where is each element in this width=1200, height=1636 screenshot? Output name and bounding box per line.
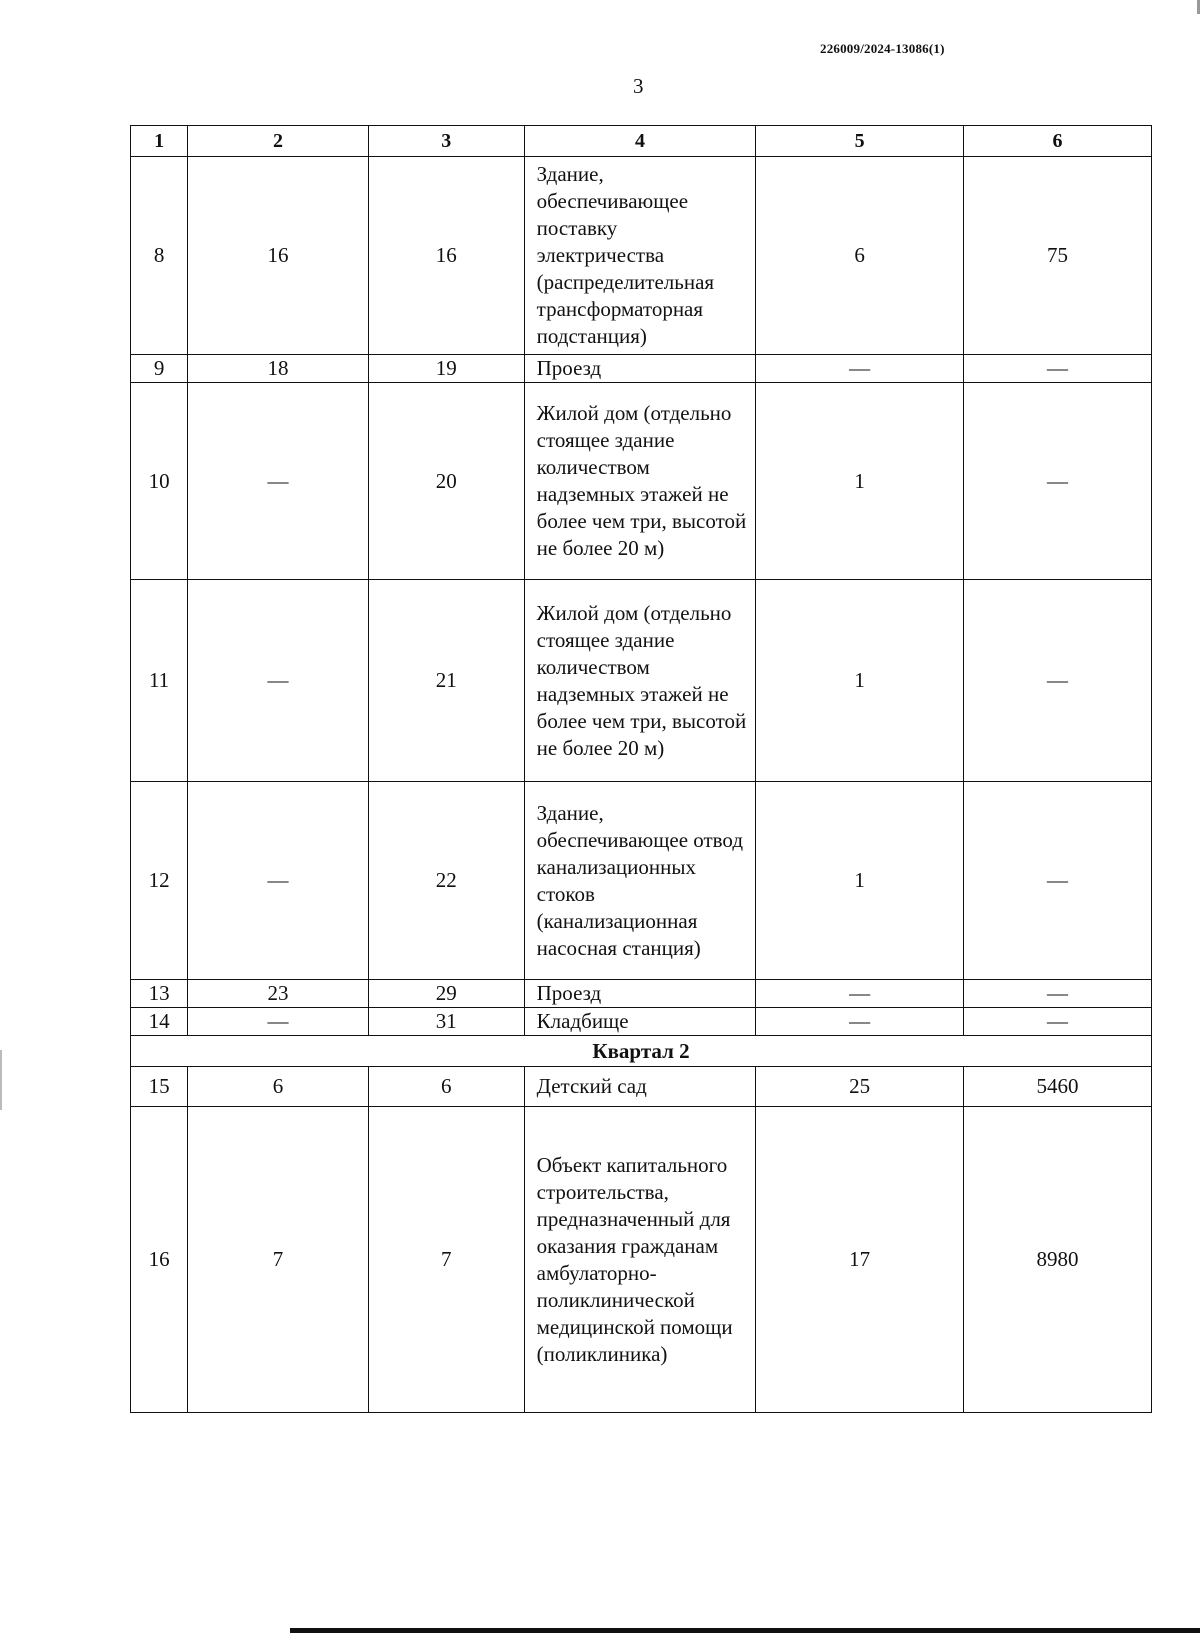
cell-object-name: Проезд	[524, 355, 756, 383]
column-header: 6	[963, 126, 1151, 157]
cell-number: 8	[131, 157, 188, 355]
cell-number: 12	[131, 782, 188, 980]
cell-col5: —	[756, 1008, 964, 1036]
column-header: 2	[188, 126, 369, 157]
cell-col5: 1	[756, 782, 964, 980]
cell-col2: 18	[188, 355, 369, 383]
cell-col5: 6	[756, 157, 964, 355]
cell-object-name: Жилой дом (отдельно стоящее здание количеством надземных этажей не более чем три, высотой не более 20 м)	[524, 580, 756, 782]
cell-number: 14	[131, 1008, 188, 1036]
cell-col2: —	[188, 782, 369, 980]
column-header: 1	[131, 126, 188, 157]
cell-col3: 21	[368, 580, 524, 782]
table-row	[131, 1107, 1152, 1413]
cell-number: 11	[131, 580, 188, 782]
cell-object-name: Здание, обеспечивающее поставку электричества (распределительная трансформаторная подстанция)	[524, 157, 756, 355]
cell-number: 9	[131, 355, 188, 383]
cell-col6: —	[963, 1008, 1151, 1036]
cell-col6: —	[963, 580, 1151, 782]
table-row	[131, 355, 1152, 383]
cell-object-name: Кладбище	[524, 1008, 756, 1036]
table-row	[131, 157, 1152, 355]
cell-col5: 17	[756, 1107, 964, 1413]
cell-col6: —	[963, 355, 1151, 383]
column-header: 5	[756, 126, 964, 157]
cell-object-name: Проезд	[524, 980, 756, 1008]
page-number: 3	[633, 74, 644, 98]
scan-bottom-edge	[290, 1628, 1200, 1633]
cell-col3: 20	[368, 383, 524, 580]
column-header: 3	[368, 126, 524, 157]
cell-object-name: Здание, обеспечивающее отвод канализационных стоков (канализационная насосная станция)	[524, 782, 756, 980]
cell-col6: —	[963, 383, 1151, 580]
cell-col5: —	[756, 980, 964, 1008]
table-row	[131, 383, 1152, 580]
document-registration-number: 226009/2024-13086(1)	[820, 41, 945, 56]
cell-col6: 8980	[963, 1107, 1151, 1413]
cell-col5: —	[756, 355, 964, 383]
cell-col6: —	[963, 782, 1151, 980]
group-header-row	[131, 1036, 1152, 1067]
cell-col2: 23	[188, 980, 369, 1008]
cell-object-name: Детский сад	[524, 1067, 756, 1107]
cell-col3: 6	[368, 1067, 524, 1107]
cell-col3: 29	[368, 980, 524, 1008]
cell-col3: 19	[368, 355, 524, 383]
scan-edge-mark	[0, 1050, 2, 1110]
cell-col3: 22	[368, 782, 524, 980]
group-title: Квартал 2	[131, 1036, 1152, 1067]
cell-object-name: Жилой дом (отдельно стоящее здание количеством надземных этажей не более чем три, высотой не более 20 м)	[524, 383, 756, 580]
cell-col2: 7	[188, 1107, 369, 1413]
cell-col3: 7	[368, 1107, 524, 1413]
table-row	[131, 980, 1152, 1008]
cell-col3: 16	[368, 157, 524, 355]
cell-col5: 25	[756, 1067, 964, 1107]
objects-table	[130, 125, 1152, 1413]
cell-col2: 16	[188, 157, 369, 355]
cell-col3: 31	[368, 1008, 524, 1036]
cell-col6: 75	[963, 157, 1151, 355]
cell-number: 10	[131, 383, 188, 580]
table-row	[131, 580, 1152, 782]
cell-col2: —	[188, 1008, 369, 1036]
cell-col2: —	[188, 580, 369, 782]
table-row	[131, 782, 1152, 980]
table-row	[131, 1067, 1152, 1107]
cell-col6: 5460	[963, 1067, 1151, 1107]
cell-number: 16	[131, 1107, 188, 1413]
cell-col6: —	[963, 980, 1151, 1008]
cell-col5: 1	[756, 580, 964, 782]
table-row	[131, 1008, 1152, 1036]
cell-col5: 1	[756, 383, 964, 580]
cell-number: 13	[131, 980, 188, 1008]
column-header: 4	[524, 126, 756, 157]
cell-number: 15	[131, 1067, 188, 1107]
cell-object-name: Объект капитального строительства, предназначенный для оказания гражданам амбулаторно-поликлинической медицинской помощи (поликлиника)	[524, 1107, 756, 1413]
table-header-row	[131, 126, 1152, 157]
cell-col2: 6	[188, 1067, 369, 1107]
cell-col2: —	[188, 383, 369, 580]
